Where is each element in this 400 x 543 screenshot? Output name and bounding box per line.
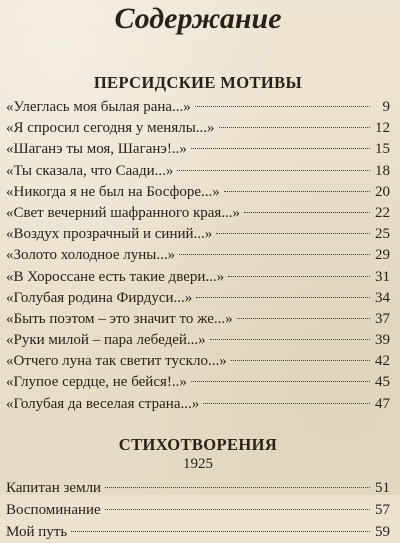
dot-leader — [177, 170, 370, 171]
toc-entry[interactable] — [6, 161, 390, 182]
section-heading-poems: СТИХОТВОРЕНИЯ — [118, 434, 278, 454]
toc-entry-page-number: 42 — [375, 353, 390, 370]
toc-entry-title: «Голубая родина Фирдуси...» — [6, 289, 193, 306]
toc-entry-page-number: 59 — [375, 523, 390, 540]
toc-entry[interactable] — [6, 224, 390, 245]
toc-entry-title: Капитан земли — [6, 479, 102, 496]
toc-entry[interactable] — [6, 394, 390, 415]
dot-leader — [203, 403, 370, 404]
toc-entry[interactable] — [6, 267, 390, 288]
toc-entry-title: «Быть поэтом – это значит то же...» — [6, 310, 233, 327]
toc-entry-title: «Глупое сердце, не бейся!..» — [6, 374, 187, 391]
toc-entry-page-number: 57 — [375, 501, 390, 518]
toc-entry[interactable] — [6, 372, 390, 393]
toc-entry-page-number: 22 — [375, 204, 390, 221]
dot-leader — [191, 381, 370, 382]
toc-entry-title: «Золото холодное луны...» — [6, 247, 176, 264]
toc-entry-title: Воспоминание — [6, 501, 101, 518]
toc-entry[interactable] — [6, 97, 390, 118]
toc-entry-title: «Шаганэ ты моя, Шаганэ!..» — [6, 141, 187, 158]
toc-entry-page-number: 31 — [375, 268, 390, 285]
toc-entry-title: «Ты сказала, что Саади...» — [6, 162, 174, 179]
toc-entry-page-number: 18 — [375, 162, 390, 179]
page-title: Содержание — [114, 2, 282, 35]
toc-entry[interactable] — [6, 203, 390, 224]
toc-entry-page-number: 51 — [375, 479, 390, 496]
toc-entry[interactable] — [6, 309, 390, 330]
dot-leader — [191, 148, 370, 149]
toc-entry-title: «Улеглась моя былая рана...» — [6, 99, 191, 115]
toc-entry[interactable] — [6, 139, 390, 160]
dot-leader — [237, 318, 370, 319]
toc-entry-page-number: 39 — [375, 332, 390, 349]
dot-leader — [219, 127, 370, 128]
toc-entry-page-number: 20 — [375, 183, 390, 200]
dot-leader — [195, 106, 370, 107]
toc-entry[interactable] — [6, 118, 390, 139]
toc-entry-page-number: 34 — [375, 289, 390, 306]
toc-entry-title: «В Хороссане есть такие двери...» — [6, 268, 225, 285]
toc-entry[interactable] — [6, 288, 390, 309]
toc-entry-page-number: 47 — [375, 395, 390, 412]
toc-entry-page-number: 15 — [375, 141, 390, 158]
dot-leader — [71, 531, 370, 532]
dot-leader — [231, 360, 370, 361]
toc-entry-page-number: 25 — [375, 226, 390, 243]
dot-leader — [210, 339, 370, 340]
toc-entry-page-number: 9 — [382, 99, 390, 115]
toc-entry-title: Мой путь — [6, 523, 68, 540]
dot-leader — [105, 487, 370, 488]
dot-leader — [216, 233, 370, 234]
toc-list-poems — [6, 477, 390, 543]
toc-entry[interactable] — [6, 182, 390, 203]
toc-list-persian-motifs — [6, 97, 390, 415]
toc-entry-title: «Никогда я не был на Босфоре...» — [6, 183, 220, 200]
toc-entry-title: «Воздух прозрачный и синий...» — [6, 226, 213, 243]
toc-entry[interactable] — [6, 245, 390, 266]
toc-entry-page-number: 37 — [375, 310, 390, 327]
toc-entry-title: «Отчего луна так светит тускло...» — [6, 353, 227, 370]
dot-leader — [244, 212, 370, 213]
dot-leader — [228, 276, 370, 277]
toc-entry[interactable] — [6, 499, 390, 521]
toc-entry[interactable] — [6, 521, 390, 543]
dot-leader — [224, 191, 370, 192]
toc-entry-title: «Я спросил сегодня у менялы...» — [6, 120, 215, 137]
toc-entry-page-number: 29 — [375, 247, 390, 264]
toc-entry[interactable] — [6, 477, 390, 499]
dot-leader — [179, 254, 370, 255]
toc-entry-title: «Голубая да веселая страна...» — [6, 395, 200, 412]
section-heading-persian-motifs: ПЕРСИДСКИЕ МОТИВЫ — [93, 73, 303, 92]
toc-entry-page-number: 45 — [375, 374, 390, 391]
toc-entry-page-number: 12 — [375, 120, 390, 137]
toc-entry-title: «Руки милой – пара лебедей...» — [6, 332, 206, 349]
toc-entry[interactable] — [6, 330, 390, 351]
dot-leader — [196, 297, 370, 298]
section-year: 1925 — [183, 455, 213, 472]
toc-entry[interactable] — [6, 351, 390, 372]
dot-leader — [105, 509, 370, 510]
toc-entry-title: «Свет вечерний шафранного края...» — [6, 204, 241, 221]
